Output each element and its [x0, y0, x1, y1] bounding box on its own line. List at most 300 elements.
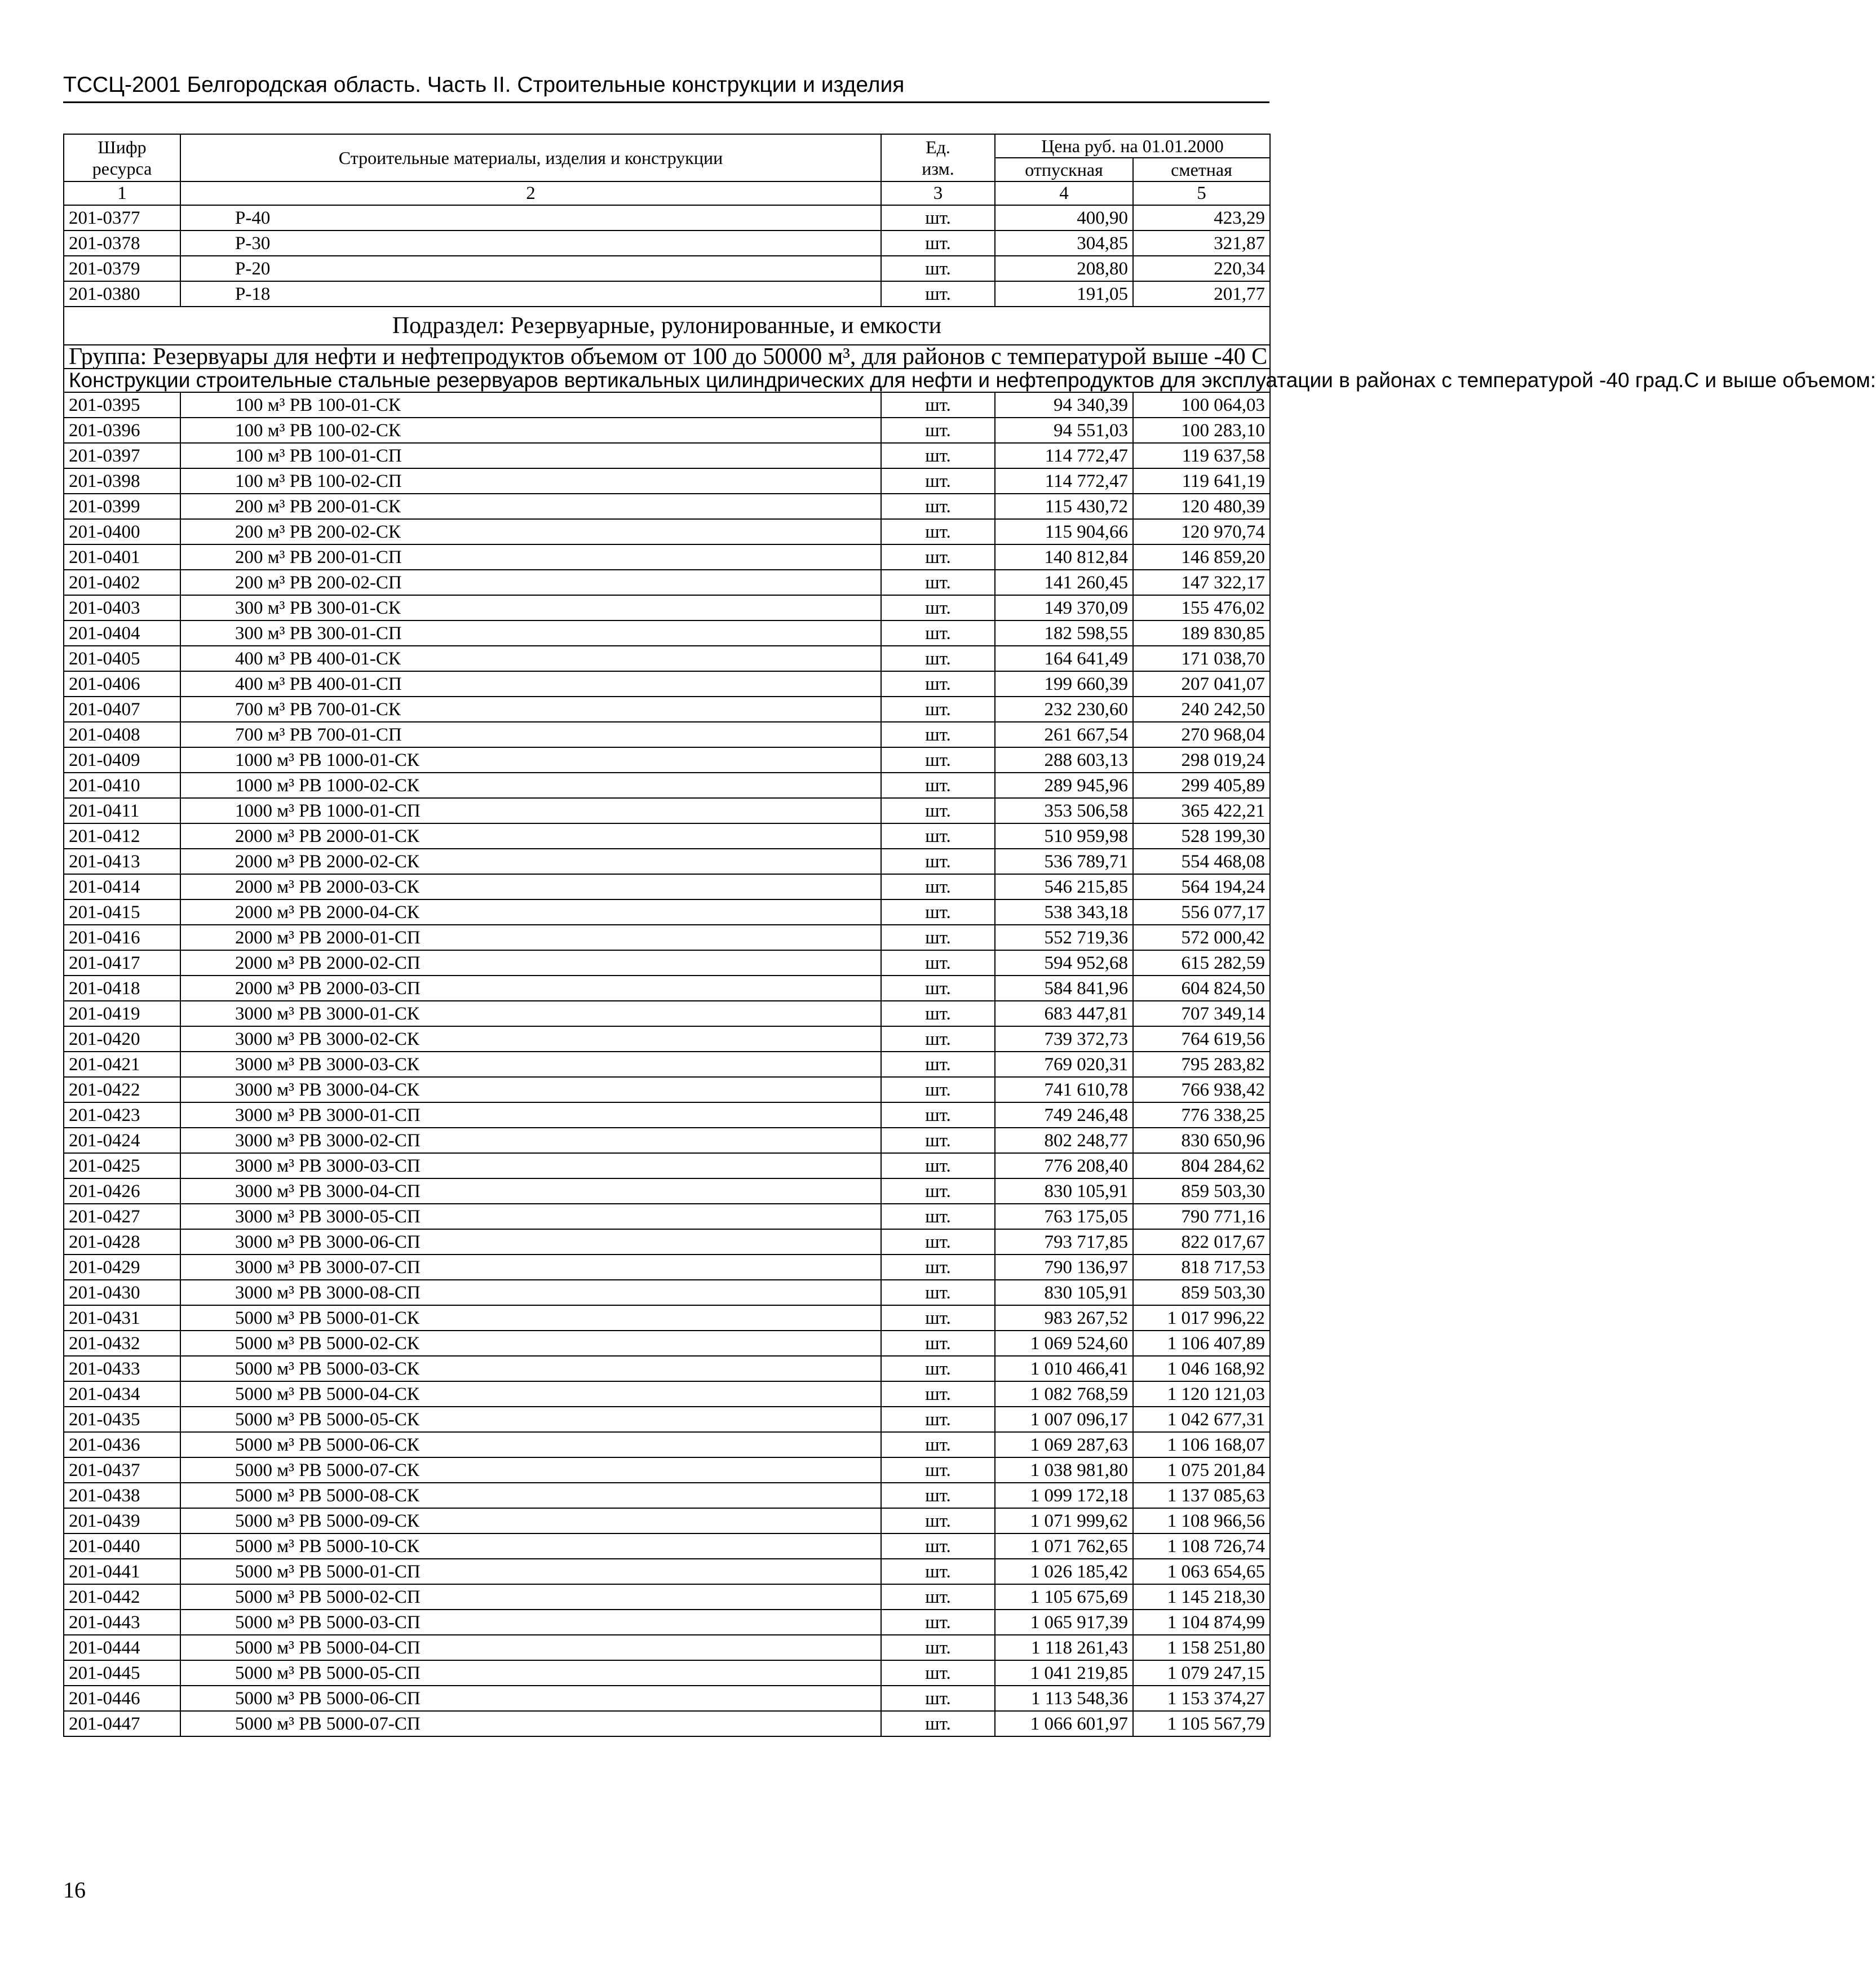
unit: шт.	[881, 1407, 995, 1432]
item-name: 3000 м³ РВ 3000-03-СП	[180, 1153, 881, 1178]
header-title: ТССЦ-2001 Белгородская область. Часть II. Строительные конструкции и изделия	[63, 73, 905, 97]
column-number: 4	[995, 181, 1133, 205]
estimate-price: 1 075 201,84	[1133, 1457, 1270, 1483]
resource-code: 201-0404	[64, 620, 180, 646]
resource-code: 201-0445	[64, 1660, 180, 1686]
release-price: 1 071 999,62	[995, 1508, 1133, 1533]
estimate-price: 1 079 247,15	[1133, 1660, 1270, 1686]
unit: шт.	[881, 281, 995, 307]
unit: шт.	[881, 697, 995, 722]
item-name: Р-18	[180, 281, 881, 307]
table-row	[64, 256, 1270, 281]
table-row	[64, 849, 1270, 874]
item-name: Р-20	[180, 256, 881, 281]
unit: шт.	[881, 899, 995, 925]
unit: шт.	[881, 1635, 995, 1660]
unit: шт.	[881, 722, 995, 747]
unit: шт.	[881, 823, 995, 849]
estimate-price: 1 042 677,31	[1133, 1407, 1270, 1432]
estimate-price: 1 104 874,99	[1133, 1610, 1270, 1635]
estimate-price: 1 105 567,79	[1133, 1711, 1270, 1736]
table-row	[64, 1077, 1270, 1102]
unit: шт.	[881, 1280, 995, 1305]
table-row	[64, 1331, 1270, 1356]
unit: шт.	[881, 1660, 995, 1686]
item-name: 300 м³ РВ 300-01-СП	[180, 620, 881, 646]
resource-code: 201-0434	[64, 1381, 180, 1407]
item-name: 5000 м³ РВ 5000-03-СП	[180, 1610, 881, 1635]
estimate-price: 1 145 218,30	[1133, 1584, 1270, 1610]
resource-code: 201-0430	[64, 1280, 180, 1305]
release-price: 983 267,52	[995, 1305, 1133, 1331]
table-row	[64, 1153, 1270, 1178]
release-price: 739 372,73	[995, 1026, 1133, 1052]
estimate-price: 119 637,58	[1133, 443, 1270, 468]
column-number: 3	[881, 181, 995, 205]
estimate-price: 1 046 168,92	[1133, 1356, 1270, 1381]
release-price: 1 026 185,42	[995, 1559, 1133, 1584]
release-price: 830 105,91	[995, 1178, 1133, 1204]
table-row	[64, 722, 1270, 747]
item-name: 700 м³ РВ 700-01-СК	[180, 697, 881, 722]
unit: шт.	[881, 925, 995, 950]
item-name: 5000 м³ РВ 5000-03-СК	[180, 1356, 881, 1381]
resource-code: 201-0418	[64, 976, 180, 1001]
release-price: 683 447,81	[995, 1001, 1133, 1026]
table-row	[64, 798, 1270, 823]
resource-code: 201-0407	[64, 697, 180, 722]
estimate-price: 1 120 121,03	[1133, 1381, 1270, 1407]
estimate-price: 615 282,59	[1133, 950, 1270, 976]
item-name: 2000 м³ РВ 2000-04-СК	[180, 899, 881, 925]
item-name: 3000 м³ РВ 3000-01-СП	[180, 1102, 881, 1128]
group-description: Конструкции строительные стальные резервуаров вертикальных цилиндрических для нефти и нефтепродуктов для эксплуатации в районах с температурой -40 град.С и выше объемом:	[64, 369, 1270, 392]
release-price: 1 082 768,59	[995, 1381, 1133, 1407]
item-name: 100 м³ РВ 100-02-СК	[180, 418, 881, 443]
item-name: 5000 м³ РВ 5000-09-СК	[180, 1508, 881, 1533]
release-price: 1 071 762,65	[995, 1533, 1133, 1559]
estimate-price: 564 194,24	[1133, 874, 1270, 899]
resource-code: 201-0379	[64, 256, 180, 281]
unit: шт.	[881, 1381, 995, 1407]
resource-code: 201-0422	[64, 1077, 180, 1102]
release-price: 790 136,97	[995, 1255, 1133, 1280]
release-price: 1 099 172,18	[995, 1483, 1133, 1508]
table-row	[64, 1001, 1270, 1026]
table-row	[64, 544, 1270, 570]
estimate-price: 1 137 085,63	[1133, 1483, 1270, 1508]
release-price: 1 041 219,85	[995, 1660, 1133, 1686]
unit: шт.	[881, 1229, 995, 1255]
table-row	[64, 823, 1270, 849]
release-price: 776 208,40	[995, 1153, 1133, 1178]
table-row	[64, 595, 1270, 620]
estimate-price: 859 503,30	[1133, 1178, 1270, 1204]
page-header	[63, 72, 1269, 103]
table-row	[64, 1457, 1270, 1483]
estimate-price: 1 108 966,56	[1133, 1508, 1270, 1533]
release-price: 830 105,91	[995, 1280, 1133, 1305]
column-number: 2	[180, 181, 881, 205]
item-name: 100 м³ РВ 100-01-СП	[180, 443, 881, 468]
release-price: 552 719,36	[995, 925, 1133, 950]
item-name: 400 м³ РВ 400-01-СК	[180, 646, 881, 671]
item-name: 200 м³ РВ 200-01-СП	[180, 544, 881, 570]
estimate-price: 207 041,07	[1133, 671, 1270, 697]
release-price: 741 610,78	[995, 1077, 1133, 1102]
unit: шт.	[881, 1584, 995, 1610]
item-name: 200 м³ РВ 200-02-СК	[180, 519, 881, 544]
unit: шт.	[881, 773, 995, 798]
resource-code: 201-0425	[64, 1153, 180, 1178]
column-number: 1	[64, 181, 180, 205]
table-row	[64, 570, 1270, 595]
release-price: 289 945,96	[995, 773, 1133, 798]
item-name: 3000 м³ РВ 3000-05-СП	[180, 1204, 881, 1229]
estimate-price: 804 284,62	[1133, 1153, 1270, 1178]
page-number: 16	[63, 1877, 86, 1903]
release-price: 749 246,48	[995, 1102, 1133, 1128]
estimate-price: 119 641,19	[1133, 468, 1270, 494]
release-price: 1 118 261,43	[995, 1635, 1133, 1660]
resource-code: 201-0403	[64, 595, 180, 620]
table-row	[64, 1483, 1270, 1508]
resource-code: 201-0415	[64, 899, 180, 925]
table-row	[64, 697, 1270, 722]
item-name: Р-30	[180, 230, 881, 256]
table-row	[64, 1711, 1270, 1736]
resource-code: 201-0441	[64, 1559, 180, 1584]
resource-code: 201-0416	[64, 925, 180, 950]
table-row	[64, 519, 1270, 544]
item-name: 100 м³ РВ 100-01-СК	[180, 392, 881, 418]
table-row	[64, 1128, 1270, 1153]
release-price: 191,05	[995, 281, 1133, 307]
resource-code: 201-0428	[64, 1229, 180, 1255]
release-price: 1 010 466,41	[995, 1356, 1133, 1381]
estimate-price: 707 349,14	[1133, 1001, 1270, 1026]
unit: шт.	[881, 519, 995, 544]
release-price: 1 069 524,60	[995, 1331, 1133, 1356]
item-name: 3000 м³ РВ 3000-03-СК	[180, 1052, 881, 1077]
estimate-price: 795 283,82	[1133, 1052, 1270, 1077]
unit: шт.	[881, 747, 995, 773]
resource-code: 201-0417	[64, 950, 180, 976]
estimate-price: 201,77	[1133, 281, 1270, 307]
resource-code: 201-0414	[64, 874, 180, 899]
estimate-price: 1 063 654,65	[1133, 1559, 1270, 1584]
estimate-price: 1 106 407,89	[1133, 1331, 1270, 1356]
estimate-price: 155 476,02	[1133, 595, 1270, 620]
estimate-price: 100 283,10	[1133, 418, 1270, 443]
table-row	[64, 620, 1270, 646]
item-name: 5000 м³ РВ 5000-05-СП	[180, 1660, 881, 1686]
header-name: Строительные материалы, изделия и конструкции	[180, 134, 881, 181]
table-row	[64, 1178, 1270, 1204]
table-row	[64, 418, 1270, 443]
release-price: 208,80	[995, 256, 1133, 281]
estimate-price: 818 717,53	[1133, 1255, 1270, 1280]
unit: шт.	[881, 1204, 995, 1229]
unit: шт.	[881, 570, 995, 595]
table-row	[64, 392, 1270, 418]
table-row	[64, 1102, 1270, 1128]
table-row	[64, 1381, 1270, 1407]
unit: шт.	[881, 1610, 995, 1635]
resource-code: 201-0411	[64, 798, 180, 823]
release-price: 140 812,84	[995, 544, 1133, 570]
release-price: 538 343,18	[995, 899, 1133, 925]
estimate-price: 830 650,96	[1133, 1128, 1270, 1153]
release-price: 769 020,31	[995, 1052, 1133, 1077]
unit: шт.	[881, 1432, 995, 1457]
table-row	[64, 1026, 1270, 1052]
item-name: 3000 м³ РВ 3000-02-СК	[180, 1026, 881, 1052]
table-row	[64, 1204, 1270, 1229]
release-price: 1 069 287,63	[995, 1432, 1133, 1457]
resource-code: 201-0413	[64, 849, 180, 874]
release-price: 288 603,13	[995, 747, 1133, 773]
unit: шт.	[881, 468, 995, 494]
estimate-price: 120 970,74	[1133, 519, 1270, 544]
table-row	[64, 1559, 1270, 1584]
estimate-price: 189 830,85	[1133, 620, 1270, 646]
unit: шт.	[881, 1457, 995, 1483]
table-row	[64, 1229, 1270, 1255]
resource-code: 201-0447	[64, 1711, 180, 1736]
table-row	[64, 1052, 1270, 1077]
release-price: 261 667,54	[995, 722, 1133, 747]
item-name: 5000 м³ РВ 5000-08-СК	[180, 1483, 881, 1508]
item-name: 5000 м³ РВ 5000-07-СП	[180, 1711, 881, 1736]
release-price: 199 660,39	[995, 671, 1133, 697]
unit: шт.	[881, 1026, 995, 1052]
estimate-price: 1 158 251,80	[1133, 1635, 1270, 1660]
release-price: 1 065 917,39	[995, 1610, 1133, 1635]
release-price: 1 066 601,97	[995, 1711, 1133, 1736]
item-name: 2000 м³ РВ 2000-02-СП	[180, 950, 881, 976]
item-name: 5000 м³ РВ 5000-02-СП	[180, 1584, 881, 1610]
estimate-price: 1 153 374,27	[1133, 1686, 1270, 1711]
estimate-price: 859 503,30	[1133, 1280, 1270, 1305]
unit: шт.	[881, 1077, 995, 1102]
resource-code: 201-0420	[64, 1026, 180, 1052]
item-name: 5000 м³ РВ 5000-04-СК	[180, 1381, 881, 1407]
unit: шт.	[881, 950, 995, 976]
estimate-price: 554 468,08	[1133, 849, 1270, 874]
resource-code: 201-0399	[64, 494, 180, 519]
group-description-row	[64, 369, 1270, 392]
item-name: 3000 м³ РВ 3000-06-СП	[180, 1229, 881, 1255]
table-row	[64, 443, 1270, 468]
table-row	[64, 899, 1270, 925]
table-row	[64, 671, 1270, 697]
table-row	[64, 1255, 1270, 1280]
estimate-price: 423,29	[1133, 205, 1270, 230]
unit: шт.	[881, 1255, 995, 1280]
table-row	[64, 1686, 1270, 1711]
release-price: 353 506,58	[995, 798, 1133, 823]
resource-code: 201-0436	[64, 1432, 180, 1457]
table-row	[64, 1635, 1270, 1660]
table-row	[64, 1660, 1270, 1686]
estimate-price: 298 019,24	[1133, 747, 1270, 773]
resource-code: 201-0444	[64, 1635, 180, 1660]
release-price: 232 230,60	[995, 697, 1133, 722]
column-numbers-row	[64, 181, 1270, 205]
column-number: 5	[1133, 181, 1270, 205]
item-name: Р-40	[180, 205, 881, 230]
unit: шт.	[881, 1711, 995, 1736]
table-row	[64, 494, 1270, 519]
item-name: 3000 м³ РВ 3000-08-СП	[180, 1280, 881, 1305]
item-name: 5000 м³ РВ 5000-06-СК	[180, 1432, 881, 1457]
table-row	[64, 468, 1270, 494]
release-price: 149 370,09	[995, 595, 1133, 620]
resource-code: 201-0409	[64, 747, 180, 773]
item-name: 400 м³ РВ 400-01-СП	[180, 671, 881, 697]
item-name: 3000 м³ РВ 3000-02-СП	[180, 1128, 881, 1153]
table-row	[64, 976, 1270, 1001]
item-name: 700 м³ РВ 700-01-СП	[180, 722, 881, 747]
item-name: 2000 м³ РВ 2000-03-СП	[180, 976, 881, 1001]
resource-code: 201-0405	[64, 646, 180, 671]
table-row	[64, 1305, 1270, 1331]
estimate-price: 147 322,17	[1133, 570, 1270, 595]
release-price: 114 772,47	[995, 468, 1133, 494]
unit: шт.	[881, 494, 995, 519]
resource-code: 201-0380	[64, 281, 180, 307]
unit: шт.	[881, 418, 995, 443]
unit: шт.	[881, 1508, 995, 1533]
price-table	[63, 134, 1876, 1737]
item-name: 5000 м³ РВ 5000-07-СК	[180, 1457, 881, 1483]
resource-code: 201-0440	[64, 1533, 180, 1559]
release-price: 94 340,39	[995, 392, 1133, 418]
item-name: 5000 м³ РВ 5000-10-СК	[180, 1533, 881, 1559]
release-price: 141 260,45	[995, 570, 1133, 595]
estimate-price: 556 077,17	[1133, 899, 1270, 925]
estimate-price: 790 771,16	[1133, 1204, 1270, 1229]
resource-code: 201-0419	[64, 1001, 180, 1026]
table-row	[64, 1280, 1270, 1305]
resource-code: 201-0395	[64, 392, 180, 418]
table-row	[64, 747, 1270, 773]
estimate-price: 365 422,21	[1133, 798, 1270, 823]
release-price: 802 248,77	[995, 1128, 1133, 1153]
item-name: 1000 м³ РВ 1000-02-СК	[180, 773, 881, 798]
unit: шт.	[881, 671, 995, 697]
release-price: 400,90	[995, 205, 1133, 230]
resource-code: 201-0427	[64, 1204, 180, 1229]
estimate-price: 604 824,50	[1133, 976, 1270, 1001]
item-name: 5000 м³ РВ 5000-06-СП	[180, 1686, 881, 1711]
resource-code: 201-0432	[64, 1331, 180, 1356]
resource-code: 201-0431	[64, 1305, 180, 1331]
release-price: 510 959,98	[995, 823, 1133, 849]
release-price: 114 772,47	[995, 443, 1133, 468]
resource-code: 201-0446	[64, 1686, 180, 1711]
table-row	[64, 1533, 1270, 1559]
unit: шт.	[881, 798, 995, 823]
unit: шт.	[881, 849, 995, 874]
table-row	[64, 950, 1270, 976]
estimate-price: 321,87	[1133, 230, 1270, 256]
estimate-price: 1 106 168,07	[1133, 1432, 1270, 1457]
unit: шт.	[881, 1128, 995, 1153]
release-price: 793 717,85	[995, 1229, 1133, 1255]
unit: шт.	[881, 230, 995, 256]
unit: шт.	[881, 1052, 995, 1077]
estimate-price: 220,34	[1133, 256, 1270, 281]
unit: шт.	[881, 256, 995, 281]
header-price: Цена руб. на 01.01.2000	[995, 134, 1270, 158]
table-row	[64, 1407, 1270, 1432]
estimate-price: 822 017,67	[1133, 1229, 1270, 1255]
item-name: 1000 м³ РВ 1000-01-СК	[180, 747, 881, 773]
table-row	[64, 281, 1270, 307]
table-row	[64, 1356, 1270, 1381]
estimate-price: 766 938,42	[1133, 1077, 1270, 1102]
table-row	[64, 773, 1270, 798]
resource-code: 201-0378	[64, 230, 180, 256]
unit: шт.	[881, 976, 995, 1001]
item-name: 5000 м³ РВ 5000-02-СК	[180, 1331, 881, 1356]
release-price: 304,85	[995, 230, 1133, 256]
group-title: Группа: Резервуары для нефти и нефтепродуктов объемом от 100 до 50000 м³, для районов с температурой выше -40 С	[64, 345, 1270, 369]
unit: шт.	[881, 443, 995, 468]
item-name: 3000 м³ РВ 3000-01-СК	[180, 1001, 881, 1026]
unit: шт.	[881, 544, 995, 570]
estimate-price: 528 199,30	[1133, 823, 1270, 849]
release-price: 1 105 675,69	[995, 1584, 1133, 1610]
estimate-price: 120 480,39	[1133, 494, 1270, 519]
header-release: отпускная	[995, 158, 1133, 181]
table-row	[64, 230, 1270, 256]
unit: шт.	[881, 1001, 995, 1026]
resource-code: 201-0442	[64, 1584, 180, 1610]
item-name: 3000 м³ РВ 3000-04-СК	[180, 1077, 881, 1102]
estimate-price: 270 968,04	[1133, 722, 1270, 747]
release-price: 584 841,96	[995, 976, 1133, 1001]
table-row	[64, 925, 1270, 950]
release-price: 1 007 096,17	[995, 1407, 1133, 1432]
estimate-price: 776 338,25	[1133, 1102, 1270, 1128]
resource-code: 201-0406	[64, 671, 180, 697]
unit: шт.	[881, 1153, 995, 1178]
estimate-price: 299 405,89	[1133, 773, 1270, 798]
item-name: 100 м³ РВ 100-02-СП	[180, 468, 881, 494]
table-row	[64, 1584, 1270, 1610]
resource-code: 201-0429	[64, 1255, 180, 1280]
resource-code: 201-0443	[64, 1610, 180, 1635]
unit: шт.	[881, 1533, 995, 1559]
unit: шт.	[881, 1559, 995, 1584]
item-name: 1000 м³ РВ 1000-01-СП	[180, 798, 881, 823]
resource-code: 201-0424	[64, 1128, 180, 1153]
release-price: 1 113 548,36	[995, 1686, 1133, 1711]
resource-code: 201-0396	[64, 418, 180, 443]
item-name: 2000 м³ РВ 2000-02-СК	[180, 849, 881, 874]
unit: шт.	[881, 392, 995, 418]
subsection-title-row	[64, 307, 1270, 345]
group-title-row	[64, 345, 1270, 369]
resource-code: 201-0421	[64, 1052, 180, 1077]
item-name: 200 м³ РВ 200-02-СП	[180, 570, 881, 595]
unit: шт.	[881, 1686, 995, 1711]
release-price: 115 904,66	[995, 519, 1133, 544]
item-name: 2000 м³ РВ 2000-01-СК	[180, 823, 881, 849]
